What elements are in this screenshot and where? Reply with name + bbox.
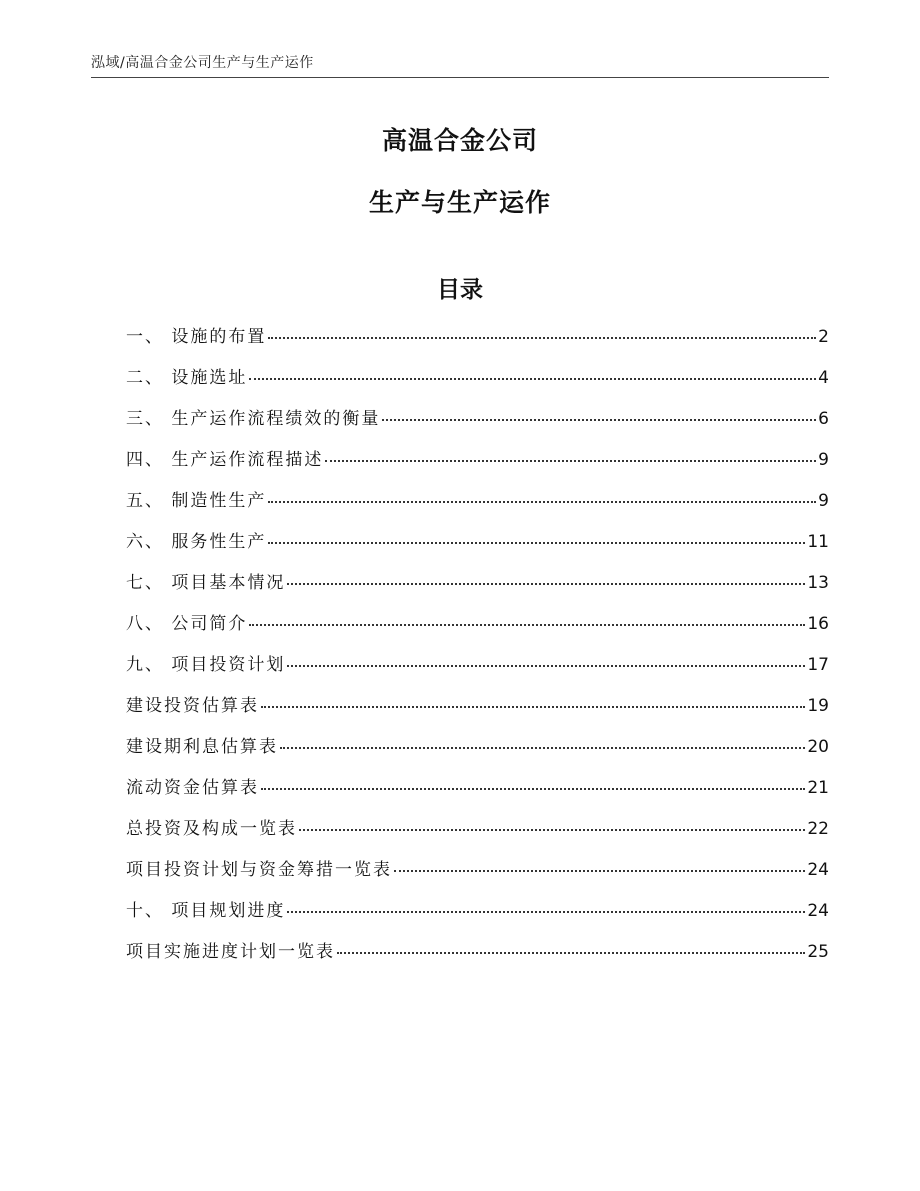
toc-leader-dots bbox=[280, 747, 805, 749]
toc-entry[interactable] bbox=[126, 937, 829, 978]
toc-entry[interactable] bbox=[126, 691, 829, 732]
toc-entry-page: 16 bbox=[807, 614, 829, 634]
toc-entry-label: 七、 项目基本情况 bbox=[126, 573, 286, 593]
toc-leader-dots bbox=[268, 337, 816, 339]
toc-entry-label: 五、 制造性生产 bbox=[126, 491, 267, 511]
toc-entry-label: 总投资及构成一览表 bbox=[126, 819, 297, 839]
toc-entry[interactable] bbox=[126, 568, 829, 609]
toc-leader-dots bbox=[249, 624, 805, 626]
toc-entry-page: 11 bbox=[807, 532, 829, 552]
toc-leader-dots bbox=[261, 788, 805, 790]
toc-entry-label: 四、 生产运作流程描述 bbox=[126, 450, 324, 470]
toc-leader-dots bbox=[268, 501, 816, 503]
toc-entry-page: 22 bbox=[807, 819, 829, 839]
toc-entry-label: 项目投资计划与资金筹措一览表 bbox=[126, 860, 392, 880]
toc-entry-page: 21 bbox=[807, 778, 829, 798]
toc-entry-page: 9 bbox=[818, 491, 829, 511]
toc-entry-page: 24 bbox=[807, 901, 829, 921]
toc-entry-label: 二、 设施选址 bbox=[126, 368, 248, 388]
toc-entry-page: 9 bbox=[818, 450, 829, 470]
toc-entry[interactable] bbox=[126, 445, 829, 486]
toc-leader-dots bbox=[337, 952, 805, 954]
toc-entry-page: 4 bbox=[818, 368, 829, 388]
toc-entry-page: 20 bbox=[807, 737, 829, 757]
toc-entry[interactable] bbox=[126, 363, 829, 404]
toc-entry-label: 九、 项目投资计划 bbox=[126, 655, 286, 675]
running-header: 泓域/高温合金公司生产与生产运作 bbox=[91, 55, 314, 71]
toc-entry[interactable] bbox=[126, 650, 829, 691]
toc-leader-dots bbox=[261, 706, 805, 708]
toc-entry-label: 建设投资估算表 bbox=[126, 696, 259, 716]
toc-leader-dots bbox=[287, 911, 805, 913]
toc-heading: 目录 bbox=[437, 277, 483, 303]
toc-entry-label: 项目实施进度计划一览表 bbox=[126, 942, 335, 962]
table-of-contents bbox=[126, 322, 829, 978]
toc-entry-label: 八、 公司简介 bbox=[126, 614, 248, 634]
toc-entry-page: 6 bbox=[818, 409, 829, 429]
toc-leader-dots bbox=[299, 829, 805, 831]
toc-entry[interactable] bbox=[126, 855, 829, 896]
toc-entry-label: 流动资金估算表 bbox=[126, 778, 259, 798]
toc-entry-label: 十、 项目规划进度 bbox=[126, 901, 286, 921]
toc-leader-dots bbox=[382, 419, 816, 421]
toc-leader-dots bbox=[287, 583, 805, 585]
header-rule bbox=[91, 77, 829, 78]
toc-leader-dots bbox=[287, 665, 805, 667]
toc-entry[interactable] bbox=[126, 814, 829, 855]
toc-entry[interactable] bbox=[126, 486, 829, 527]
toc-entry[interactable] bbox=[126, 527, 829, 568]
toc-entry-page: 2 bbox=[818, 327, 829, 347]
toc-entry-page: 19 bbox=[807, 696, 829, 716]
toc-leader-dots bbox=[394, 870, 805, 872]
toc-entry-page: 13 bbox=[807, 573, 829, 593]
toc-entry[interactable] bbox=[126, 322, 829, 363]
toc-entry[interactable] bbox=[126, 773, 829, 814]
document-subtitle: 生产与生产运作 bbox=[368, 188, 551, 217]
toc-entry-label: 建设期利息估算表 bbox=[126, 737, 278, 757]
toc-entry-page: 24 bbox=[807, 860, 829, 880]
toc-entry[interactable] bbox=[126, 732, 829, 773]
toc-entry-label: 一、 设施的布置 bbox=[126, 327, 267, 347]
document-title: 高温合金公司 bbox=[381, 126, 538, 155]
toc-leader-dots bbox=[268, 542, 805, 544]
toc-entry[interactable] bbox=[126, 896, 829, 937]
toc-entry-label: 三、 生产运作流程绩效的衡量 bbox=[126, 409, 381, 429]
toc-entry-label: 六、 服务性生产 bbox=[126, 532, 267, 552]
toc-entry[interactable] bbox=[126, 609, 829, 650]
toc-leader-dots bbox=[249, 378, 816, 380]
toc-entry-page: 25 bbox=[807, 942, 829, 962]
toc-entry-page: 17 bbox=[807, 655, 829, 675]
toc-leader-dots bbox=[325, 460, 816, 462]
toc-entry[interactable] bbox=[126, 404, 829, 445]
